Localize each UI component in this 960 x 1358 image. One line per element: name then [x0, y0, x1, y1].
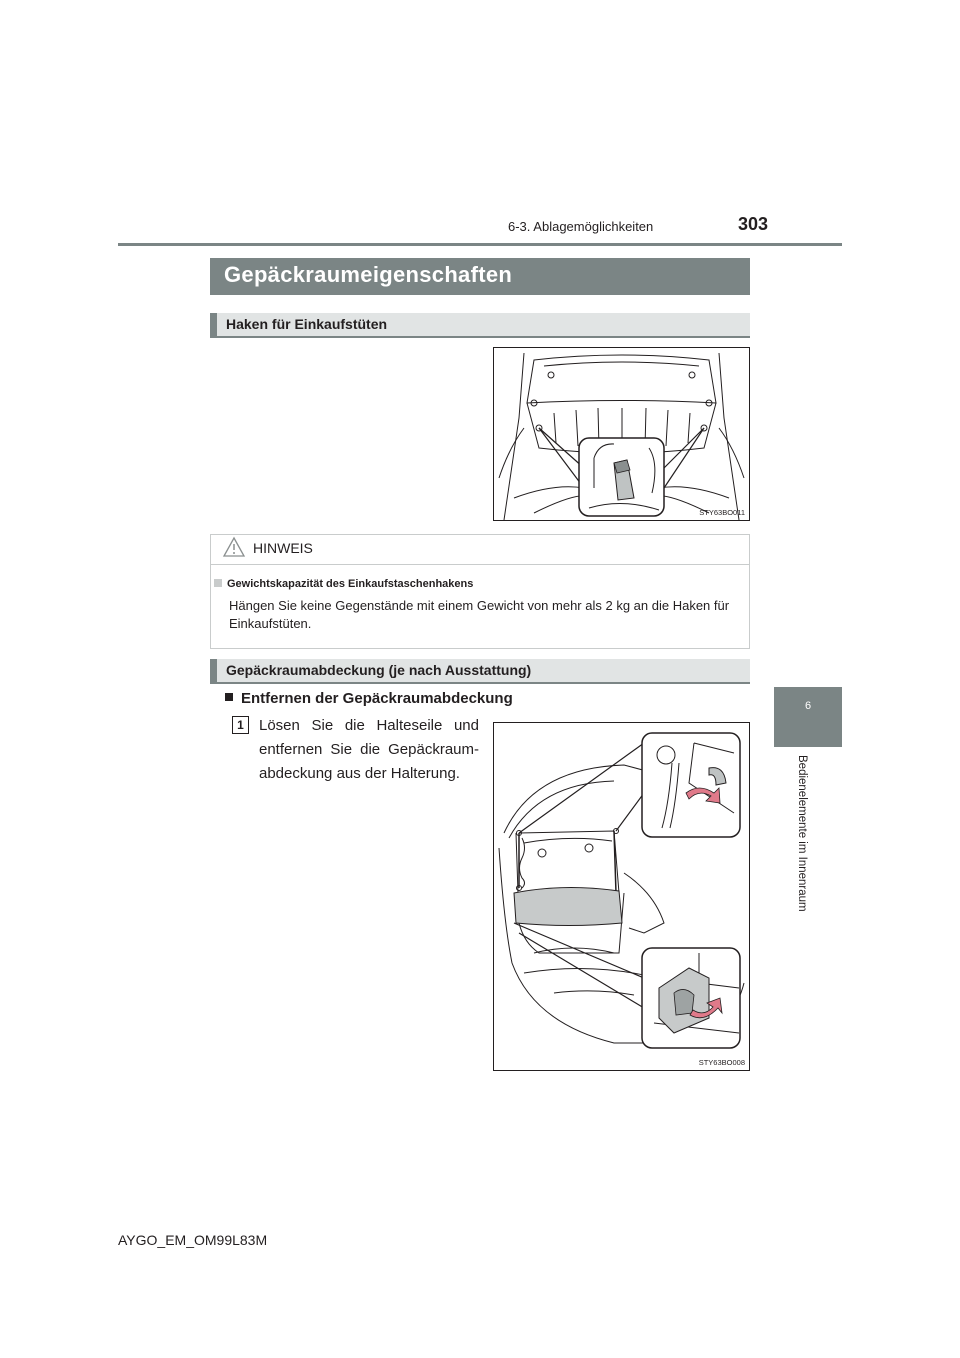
notice-bullet-title: Gewichtskapazität des Einkaufstaschenhakens — [227, 578, 474, 590]
notice-title: HINWEIS — [253, 540, 313, 556]
section-heading-text: Gepäckraumabdeckung (je nach Ausstattung) — [226, 662, 532, 678]
notice-bullet — [214, 578, 473, 590]
running-header-section: 6-3. Ablagemöglichkeiten — [508, 219, 654, 234]
bullet-square-icon — [214, 579, 222, 587]
page-title: Gepäckraumeigenschaften — [224, 262, 513, 287]
chapter-tab-number: 6 — [804, 700, 812, 712]
figure-code: STY63BO011 — [699, 508, 745, 517]
subsection-title — [225, 690, 513, 707]
bullet-square-icon — [225, 693, 233, 701]
subsection-title-text: Entfernen der Gepäckraumabdeckung — [241, 690, 513, 707]
header-rule — [118, 243, 842, 246]
page-number: 303 — [738, 214, 769, 234]
heading-accent — [210, 659, 217, 682]
section-heading-text: Haken für Einkaufstüten — [226, 316, 388, 332]
figure-shopping-bag-hooks — [493, 347, 750, 521]
chapter-tab — [774, 687, 842, 747]
notice-body: Hängen Sie keine Gegenstände mit einem Gewicht von mehr als 2 kg an die Haken für Einkaufstüten. — [229, 598, 730, 631]
document-code: AYGO_EM_OM99L83M — [118, 1232, 268, 1248]
luggage-cover-illustration — [494, 723, 749, 1070]
heading-accent — [210, 313, 217, 336]
warning-triangle-icon — [222, 535, 246, 559]
figure-luggage-cover — [493, 722, 750, 1071]
luggage-hook-illustration — [494, 348, 749, 520]
chapter-tab-label: Bedienelemente im Innenraum — [796, 755, 808, 912]
notice-divider — [211, 564, 749, 565]
figure-code: STY63BO008 — [698, 1058, 745, 1067]
step-text: Lösen Sie die Halteseile und entfernen Sie die Gepäckraum-abdeckung aus der Halterung. — [259, 717, 479, 782]
section-heading-cover — [210, 659, 750, 684]
step-number: 1 — [232, 716, 249, 734]
section-heading-shopping-hooks — [210, 313, 750, 338]
